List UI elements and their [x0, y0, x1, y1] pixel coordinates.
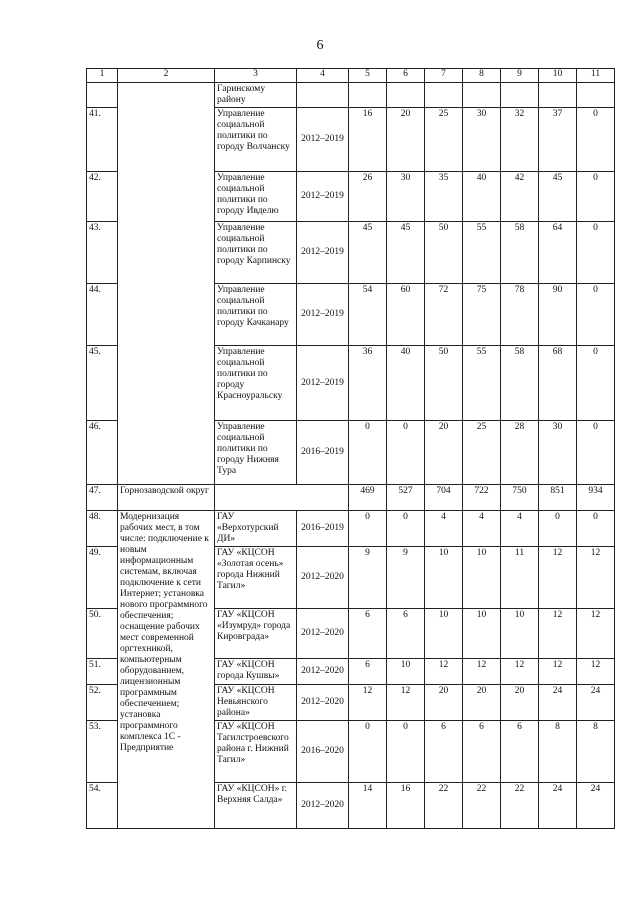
header-cell: 10	[539, 69, 577, 83]
value-cell: 12	[463, 659, 501, 685]
value-cell: 22	[463, 783, 501, 829]
header-row	[87, 69, 615, 83]
value-cell: 10	[425, 547, 463, 609]
row-number-cell: 48.	[87, 511, 118, 547]
empty-cell	[215, 485, 349, 511]
row-number-cell: 46.	[87, 421, 118, 485]
value-cell: 30	[387, 172, 425, 222]
value-cell: 934	[577, 485, 615, 511]
table-row	[87, 511, 615, 547]
value-cell: 16	[387, 783, 425, 829]
table-row	[87, 83, 615, 108]
value-cell: 60	[387, 284, 425, 346]
value-cell: 35	[425, 172, 463, 222]
value-cell: 22	[425, 783, 463, 829]
organization-cell: ГАУ «Верхотурский ДИ»	[215, 511, 297, 547]
empty-cell	[463, 83, 501, 108]
header-cell: 7	[425, 69, 463, 83]
header-cell: 1	[87, 69, 118, 83]
value-cell: 10	[463, 609, 501, 659]
value-cell: 75	[463, 284, 501, 346]
organization-cell: Управление социальной политики по городу Ивделю	[215, 172, 297, 222]
value-cell: 12	[577, 547, 615, 609]
value-cell: 78	[501, 284, 539, 346]
value-cell: 0	[387, 721, 425, 783]
value-cell: 24	[577, 685, 615, 721]
value-cell: 58	[501, 222, 539, 284]
value-cell: 4	[501, 511, 539, 547]
organization-cell: Управление социальной политики по городу Качканару	[215, 284, 297, 346]
value-cell: 0	[577, 421, 615, 485]
value-cell: 0	[349, 511, 387, 547]
header-cell: 6	[387, 69, 425, 83]
header-cell: 8	[463, 69, 501, 83]
row-number-cell: 49.	[87, 547, 118, 609]
district-name-cell: Горнозаводской округ	[118, 485, 215, 511]
row-number-cell: 51.	[87, 659, 118, 685]
value-cell: 0	[387, 511, 425, 547]
value-cell: 469	[349, 485, 387, 511]
value-cell: 9	[387, 547, 425, 609]
district-row	[87, 485, 615, 511]
header-cell: 5	[349, 69, 387, 83]
value-cell: 10	[463, 547, 501, 609]
value-cell: 90	[539, 284, 577, 346]
value-cell: 25	[463, 421, 501, 485]
value-cell: 24	[539, 685, 577, 721]
organization-cell: ГАУ «КЦСОН» г. Верхняя Салда»	[215, 783, 297, 829]
header-cell: 4	[297, 69, 349, 83]
value-cell: 10	[425, 609, 463, 659]
value-cell: 25	[425, 108, 463, 172]
value-cell: 24	[577, 783, 615, 829]
value-cell: 72	[425, 284, 463, 346]
value-cell: 11	[501, 547, 539, 609]
value-cell: 55	[463, 346, 501, 421]
page-number: 6	[316, 38, 324, 53]
value-cell: 42	[501, 172, 539, 222]
empty-cell	[539, 83, 577, 108]
value-cell: 0	[577, 284, 615, 346]
value-cell: 4	[463, 511, 501, 547]
header-cell: 3	[215, 69, 297, 83]
organization-cell: ГАУ «КЦСОН Тагилстроевского района г. Нижний Тагил»	[215, 721, 297, 783]
value-cell: 12	[539, 547, 577, 609]
measure-description-cell: Модернизация рабочих мест, в том числе: подключение к новым информационным системам, включая подключение к сети Интернет; установка нового программного обеспечения; оснащение рабочих мест современной оргтехникой, компьютерным оборудованием, лицензионным программным обеспечением; установка программного комплекса 1С - Предприятие	[118, 511, 215, 829]
value-cell: 54	[349, 284, 387, 346]
organization-cell: Управление социальной политики по городу Волчанску	[215, 108, 297, 172]
value-cell: 20	[425, 685, 463, 721]
value-cell: 20	[387, 108, 425, 172]
period-cell: 2012–2019	[297, 172, 349, 222]
value-cell: 12	[501, 659, 539, 685]
value-cell: 26	[349, 172, 387, 222]
period-cell: 2012–2019	[297, 346, 349, 421]
empty-cell	[297, 83, 349, 108]
value-cell: 0	[577, 222, 615, 284]
period-cell: 2016–2019	[297, 421, 349, 485]
value-cell: 6	[463, 721, 501, 783]
value-cell: 30	[539, 421, 577, 485]
value-cell: 750	[501, 485, 539, 511]
row-number-cell	[87, 83, 118, 108]
period-cell: 2012–2019	[297, 222, 349, 284]
organization-cell: Гаринскому району	[215, 83, 297, 108]
value-cell: 704	[425, 485, 463, 511]
value-cell: 4	[425, 511, 463, 547]
row-number-cell: 43.	[87, 222, 118, 284]
value-cell: 6	[387, 609, 425, 659]
value-cell: 16	[349, 108, 387, 172]
value-cell: 12	[425, 659, 463, 685]
organization-cell: ГАУ «КЦСОН «Изумруд» города Кировграда»	[215, 609, 297, 659]
value-cell: 851	[539, 485, 577, 511]
period-cell: 2012–2020	[297, 685, 349, 721]
period-cell: 2012–2019	[297, 108, 349, 172]
value-cell: 22	[501, 783, 539, 829]
value-cell: 58	[501, 346, 539, 421]
organization-cell: ГАУ «КЦСОН города Кушвы»	[215, 659, 297, 685]
value-cell: 50	[425, 222, 463, 284]
row-number-cell: 50.	[87, 609, 118, 659]
value-cell: 527	[387, 485, 425, 511]
value-cell: 36	[349, 346, 387, 421]
empty-cell	[349, 83, 387, 108]
value-cell: 12	[387, 685, 425, 721]
value-cell: 40	[387, 346, 425, 421]
value-cell: 20	[425, 421, 463, 485]
value-cell: 6	[349, 659, 387, 685]
empty-cell	[425, 83, 463, 108]
value-cell: 722	[463, 485, 501, 511]
period-cell: 2012–2020	[297, 609, 349, 659]
row-number-cell: 54.	[87, 783, 118, 829]
value-cell: 45	[349, 222, 387, 284]
value-cell: 37	[539, 108, 577, 172]
value-cell: 6	[349, 609, 387, 659]
header-cell: 9	[501, 69, 539, 83]
value-cell: 8	[539, 721, 577, 783]
value-cell: 0	[349, 421, 387, 485]
row-number-cell: 44.	[87, 284, 118, 346]
value-cell: 32	[501, 108, 539, 172]
value-cell: 55	[463, 222, 501, 284]
value-cell: 10	[387, 659, 425, 685]
period-cell: 2016–2019	[297, 511, 349, 547]
header-cell: 11	[577, 69, 615, 83]
merged-name-cell	[118, 83, 215, 485]
value-cell: 68	[539, 346, 577, 421]
empty-cell	[387, 83, 425, 108]
value-cell: 12	[539, 659, 577, 685]
organization-cell: ГАУ «КЦСОН Невьянского района»	[215, 685, 297, 721]
value-cell: 12	[539, 609, 577, 659]
header-cell: 2	[118, 69, 215, 83]
value-cell: 64	[539, 222, 577, 284]
row-number-cell: 47.	[87, 485, 118, 511]
value-cell: 0	[577, 346, 615, 421]
value-cell: 12	[577, 609, 615, 659]
value-cell: 50	[425, 346, 463, 421]
row-number-cell: 45.	[87, 346, 118, 421]
value-cell: 12	[577, 659, 615, 685]
organization-cell: Управление социальной политики по городу Красноуральску	[215, 346, 297, 421]
period-cell: 2012–2019	[297, 284, 349, 346]
value-cell: 24	[539, 783, 577, 829]
value-cell: 14	[349, 783, 387, 829]
value-cell: 0	[577, 511, 615, 547]
row-number-cell: 42.	[87, 172, 118, 222]
value-cell: 0	[577, 108, 615, 172]
row-number-cell: 41.	[87, 108, 118, 172]
value-cell: 0	[349, 721, 387, 783]
organization-cell: Управление социальной политики по городу Нижняя Тура	[215, 421, 297, 485]
empty-cell	[577, 83, 615, 108]
value-cell: 0	[539, 511, 577, 547]
organization-cell: Управление социальной политики по городу Карпинску	[215, 222, 297, 284]
period-cell: 2016–2020	[297, 721, 349, 783]
row-number-cell: 53.	[87, 721, 118, 783]
value-cell: 6	[501, 721, 539, 783]
empty-cell	[501, 83, 539, 108]
row-number-cell: 52.	[87, 685, 118, 721]
value-cell: 8	[577, 721, 615, 783]
value-cell: 0	[387, 421, 425, 485]
value-cell: 9	[349, 547, 387, 609]
period-cell: 2012–2020	[297, 547, 349, 609]
value-cell: 30	[463, 108, 501, 172]
period-cell: 2012–2020	[297, 783, 349, 829]
organization-cell: ГАУ «КЦСОН «Золотая осень» города Нижний Тагил»	[215, 547, 297, 609]
period-cell: 2012–2020	[297, 659, 349, 685]
value-cell: 20	[463, 685, 501, 721]
value-cell: 28	[501, 421, 539, 485]
value-cell: 12	[349, 685, 387, 721]
value-cell: 10	[501, 609, 539, 659]
value-cell: 0	[577, 172, 615, 222]
value-cell: 45	[387, 222, 425, 284]
value-cell: 45	[539, 172, 577, 222]
value-cell: 6	[425, 721, 463, 783]
budget-table	[86, 68, 615, 829]
value-cell: 40	[463, 172, 501, 222]
value-cell: 20	[501, 685, 539, 721]
